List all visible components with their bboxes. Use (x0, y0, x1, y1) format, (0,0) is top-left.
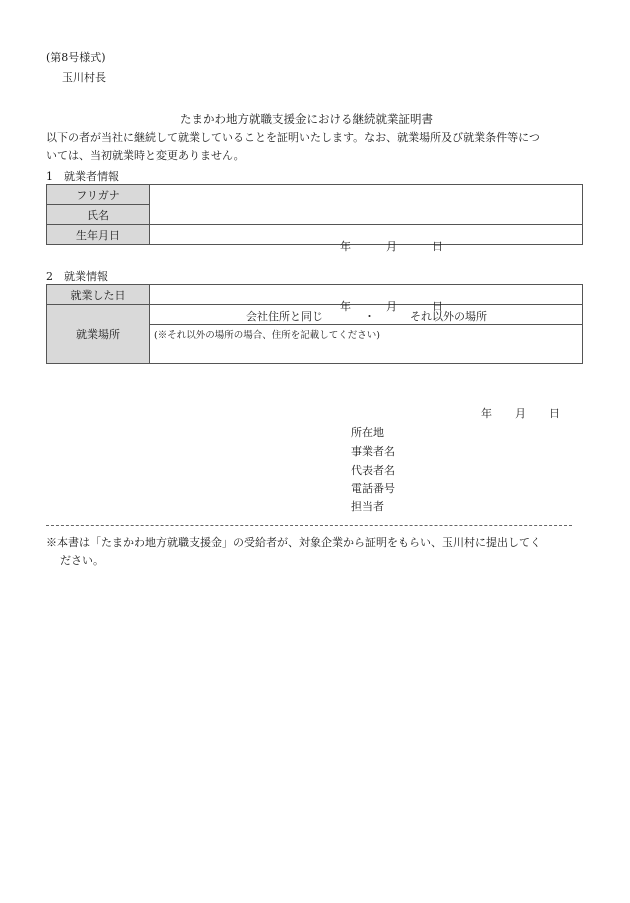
start-day-unit: 日 (432, 299, 443, 313)
name-label: 氏名 (47, 205, 150, 225)
workplace-note: (※それ以外の場所の場合、住所を記載してください) (154, 330, 380, 341)
form-number: (第8号様式) (46, 51, 106, 64)
employment-info-table (46, 284, 583, 364)
contact-person-label: 担当者 (351, 500, 384, 513)
address-label: 所在地 (351, 426, 384, 439)
intro-line-1: 以下の者が当社に継続して就業していることを証明いたします。なお、就業場所及び就業条件等につ (46, 131, 540, 144)
birth-day-unit: 日 (432, 239, 443, 253)
workplace-address-input[interactable] (150, 342, 582, 362)
sign-date-year: 年 (481, 407, 492, 420)
furigana-name-input[interactable] (150, 185, 583, 225)
birth-year-unit: 年 (340, 239, 351, 253)
option-separator: ・ (364, 310, 375, 323)
addressee: 玉川村長 (62, 71, 106, 84)
option-same-as-company[interactable]: 会社住所と同じ (246, 310, 323, 323)
workplace-label: 就業場所 (47, 305, 150, 364)
birthdate-label: 生年月日 (47, 225, 150, 245)
footnote-line-2: ださい。 (60, 554, 104, 567)
sign-date-month: 月 (515, 407, 526, 420)
birth-month-unit: 月 (386, 239, 397, 253)
option-other-place[interactable]: それ以外の場所 (410, 310, 487, 323)
section-2-heading: 2 就業情報 (46, 270, 108, 283)
worker-info-table (46, 184, 583, 253)
divider (46, 525, 572, 526)
workplace-cell (150, 305, 583, 364)
intro-line-2: いては、当初就業時と変更ありません。 (46, 149, 245, 162)
start-year-unit: 年 (340, 299, 351, 313)
representative-label: 代表者名 (351, 464, 395, 477)
sign-date-day: 日 (549, 407, 560, 420)
furigana-label: フリガナ (47, 185, 150, 205)
birthdate-input[interactable] (150, 225, 583, 253)
section-1-heading: 1 就業者情報 (46, 170, 119, 183)
footnote-line-1: ※本書は「たまかわ地方就職支援金」の受給者が、対象企業から証明をもらい、玉川村に提出してく (46, 536, 541, 549)
start-date-input[interactable] (150, 285, 583, 313)
phone-label: 電話番号 (351, 482, 395, 495)
company-name-label: 事業者名 (351, 445, 395, 458)
document-title: たまかわ地方就職支援金における継続就業証明書 (180, 112, 433, 126)
start-month-unit: 月 (386, 299, 397, 313)
start-date-label: 就業した日 (47, 285, 150, 305)
